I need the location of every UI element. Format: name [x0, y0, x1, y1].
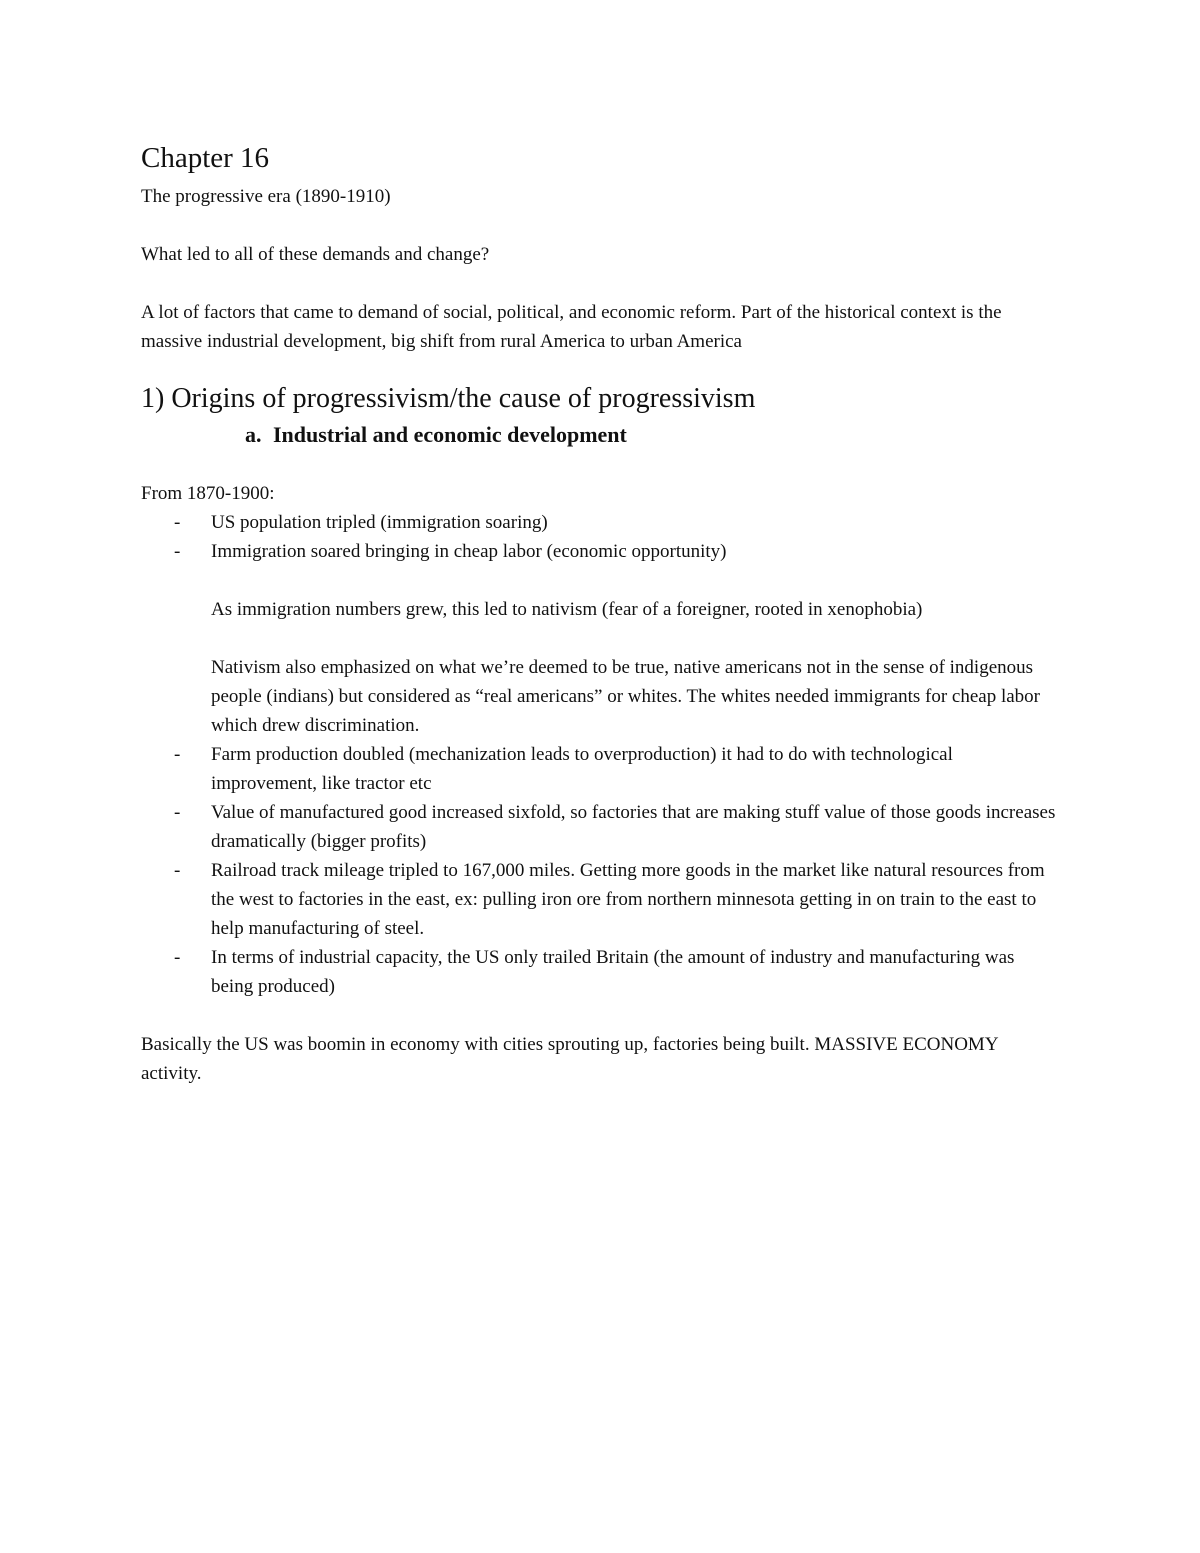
intro-paragraph: A lot of factors that came to demand of social, political, and economic reform. Part of the historical context is the massive industrial development, big shift from rural America to urban America [141, 302, 1002, 352]
era-subtitle: The progressive era (1890-1910) [141, 186, 391, 207]
dash-bullet: - [174, 860, 181, 881]
dash-bullet: - [174, 512, 181, 533]
subsection-marker: a. [245, 422, 262, 447]
list-item [141, 508, 1061, 537]
nativism-note-2: Nativism also emphasized on what we’re deemed to be true, native americans not in the sense of indigenous people (indians) but considered as “real americans” or whites. The whites needed immigrants for cheap labor which drew discrimination. [211, 657, 1041, 736]
date-range-label: From 1870-1900: [141, 483, 275, 504]
section-heading: 1) Origins of progressivism/the cause of progressivism [141, 383, 756, 414]
list-item-text: Farm production doubled (mechanization leads to overproduction) it had to do with technological improvement, like tractor etc [211, 744, 953, 794]
list-item [141, 943, 1061, 1001]
fact-list-a [141, 508, 1061, 566]
dash-bullet: - [174, 947, 181, 968]
conclusion-paragraph: Basically the US was boomin in economy with cities sprouting up, factories being built. MASSIVE ECONOMY activity. [141, 1034, 998, 1084]
list-item-text: Value of manufactured good increased sixfold, so factories that are making stuff value of those goods increases dramatically (bigger profits) [211, 802, 1056, 852]
spacer [141, 450, 1061, 479]
chapter-title: Chapter 16 [141, 142, 270, 174]
spacer [141, 566, 1061, 595]
question-line: What led to all of these demands and change? [141, 244, 490, 265]
nativism-note-1: As immigration numbers grew, this led to nativism (fear of a foreigner, rooted in xenophobia) [211, 599, 923, 620]
spacer [141, 624, 1061, 653]
list-item-text: Immigration soared bringing in cheap labor (economic opportunity) [211, 541, 727, 562]
list-item-text: Railroad track mileage tripled to 167,000 miles. Getting more goods in the market like natural resources from the west to factories in the east, ex: pulling iron ore from northern minnesota getting in on train to the east to help manufacturing of steel. [211, 860, 1045, 939]
list-item-text: In terms of industrial capacity, the US only trailed Britain (the amount of industry and manufacturing was being produced) [211, 947, 1015, 997]
spacer [141, 269, 1061, 298]
subsection-title: Industrial and economic development [273, 422, 627, 447]
list-item [141, 537, 1061, 566]
document-body [141, 140, 1061, 1088]
list-item [141, 740, 1061, 798]
list-item [141, 798, 1061, 856]
fact-list-b [141, 740, 1061, 1001]
spacer [141, 1001, 1061, 1030]
list-item [141, 856, 1061, 943]
spacer [141, 211, 1061, 240]
dash-bullet: - [174, 802, 181, 823]
subsection-heading [141, 420, 1061, 450]
list-item-text: US population tripled (immigration soaring) [211, 512, 548, 533]
dash-bullet: - [174, 541, 181, 562]
dash-bullet: - [174, 744, 181, 765]
